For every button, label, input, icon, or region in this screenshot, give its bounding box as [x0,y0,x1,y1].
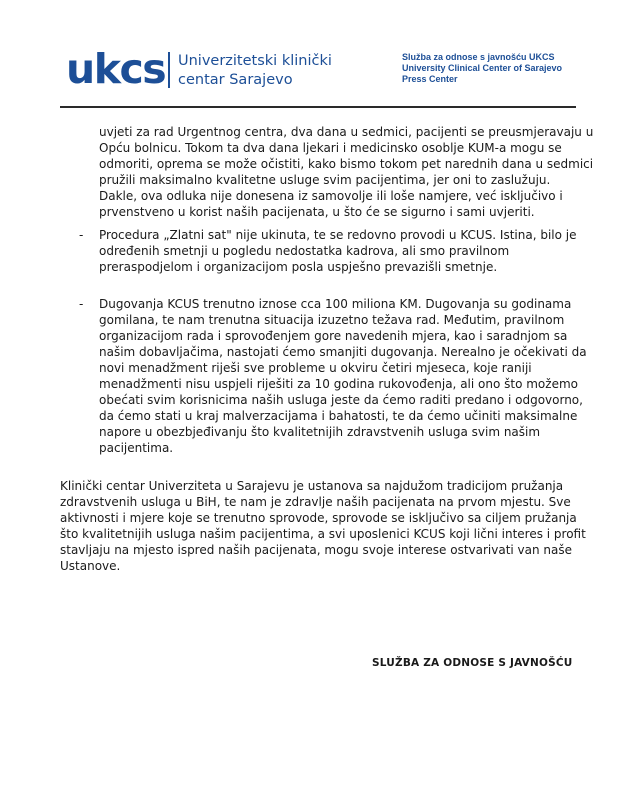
text-line: Ustanove. [60,559,121,573]
text-line: Dugovanja KCUS trenutno iznose cca 100 miliona KM. Dugovanja su godinama [99,297,572,311]
text-line: organizacijom rada i sprovođenjem gore navedenih mjera, kao i saradnjom sa [99,329,568,343]
text-line: novi menadžment riješi sve probleme u okviru četiri mjeseca, koje raniji [99,361,532,375]
text-line: stavljaju na mjesto ispred naših pacijenata, mogu svoje interese ostvarivati van naše [60,543,573,557]
press-line: University Clinical Center of Sarajevo [402,63,563,73]
institution-name-line: Univerzitetski klinički [178,53,332,69]
press-center-label [402,52,562,85]
text-line: odmoriti, oprema se može očistiti, kako bismo tokom pet narednih dana u sedmici [99,157,594,171]
bullet-paragraph-zlatni-sat [99,227,577,275]
text-line: preraspodjelom i organizacijom posla uspješno prevazišli smetnje. [99,260,498,274]
bullet-marker: - [79,228,84,242]
text-line: Opću bolnicu. Tokom ta dva dana ljekari i medicinsko osoblje KUM-a mogu se [99,141,562,155]
text-line: određenih smetnji u pogledu nedostatka kadrova, ali smo pravilnom [99,244,510,258]
text-line: aktivnosti i mjere koje se trenutno sprovode, sprovode se isključivo sa ciljem pružanja [60,511,577,525]
header-rule [60,106,576,108]
bullet-paragraph-dugovanja [99,296,587,456]
text-line: prvenstveno u korist naših pacijenata, u što će se sigurno i sami uvjeriti. [99,205,535,219]
press-line: Press Center [402,74,458,84]
bullet-marker: - [79,297,84,311]
text-line: obećati svim korisnicima naših usluga jeste da ćemo raditi predano i odgovorno, [99,393,583,407]
signature-department: SLUŽBA ZA ODNOSE S JAVNOŠĆU [372,657,573,669]
text-line: gomilana, te nam trenutna situacija izuzetno težava rad. Međutim, pravilnom [99,313,565,327]
text-line: zdravstvenih usluga u BiH, te nam je zdravlje naših pacijenata na prvom mjestu. Sve [60,495,571,509]
text-line: Dakle, ova odluka nije donesena iz samovolje ili loše namjere, već isključivo i [99,189,563,203]
text-line: uvjeti za rad Urgentnog centra, dva dana u sedmici, pacijenti se preusmjeravaju u [99,125,594,139]
text-line: napore u obezbjeđivanju što kvalitetnijih zdravstvenih usluga svim našim [99,425,541,439]
text-line: našim dobavljačima, nastojati ćemo smanjiti dugovanja. Nerealno je očekivati da [99,345,587,359]
text-line: da ćemo stati u kraj malverzacijama i bahatosti, te da ćemo učiniti maksimalne [99,409,578,423]
letterhead [66,44,586,94]
text-line: Klinički centar Univerziteta u Sarajevu je ustanova sa najdužom tradicijom pružanja [60,479,564,493]
ukcs-logo: ukcs [66,45,166,93]
text-line: menadžmenti nisu uspjeli riješiti za 10 godina rukovođenja, ali ono što možemo [99,377,578,391]
institution-name-line: centar Sarajevo [178,72,293,88]
text-line: pacijentima. [99,441,174,455]
press-line: Služba za odnose s javnošću UKCS [402,52,555,62]
text-line: pružili maksimalno kvalitetne usluge svim pacijentima, jer oni to zaslužuju. [99,173,551,187]
institution-name [178,52,338,90]
intro-paragraph [99,124,593,220]
text-line: što kvalitetnijih usluga našim pacijentima, a svi uposlenici KCUS koji lični interes i profit [60,527,586,541]
closing-paragraph [60,478,586,574]
logo-divider [168,52,170,88]
text-line: Procedura „Zlatni sat" nije ukinuta, te se redovno provodi u KCUS. Istina, bilo je [99,228,577,242]
